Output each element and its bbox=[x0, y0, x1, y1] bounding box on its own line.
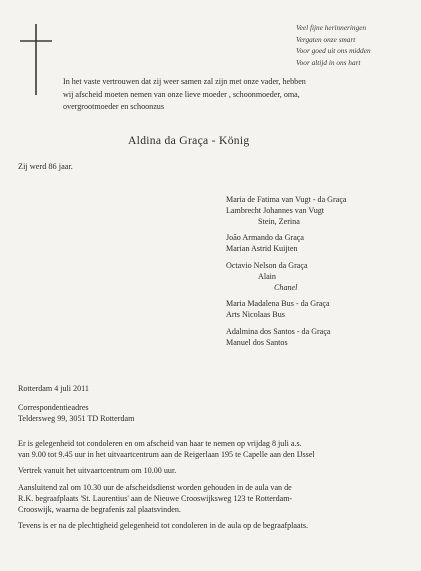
place-and-address bbox=[18, 383, 268, 424]
poem bbox=[296, 22, 416, 68]
family-member: João Armando da Graça bbox=[226, 233, 304, 243]
family-member: Octavio Nelson da Graça bbox=[226, 260, 308, 270]
note-line: Er is gelegenheid tot condoleren en om afscheid van haar te nemen op vrijdag 8 juli a.s. bbox=[18, 439, 302, 448]
family-member: Maria Madalena Bus - da Graça bbox=[226, 299, 330, 309]
deceased-name: Aldina da Graça - König bbox=[128, 134, 250, 147]
family-member: Arts Nicolaas Bus bbox=[226, 310, 285, 320]
intro-line: wij afscheid moeten nemen van onze lieve moeder , schoonmoeder, oma, bbox=[63, 89, 300, 99]
note-paragraph bbox=[18, 438, 418, 460]
cross-icon bbox=[18, 22, 54, 96]
family-member: Adalmina dos Santos - da Graça bbox=[226, 326, 331, 336]
note-line: R.K. begraafplaats 'St. Laurentius' aan de Nieuwe Crooswijksweg 123 te Rotterdam- bbox=[18, 493, 293, 503]
poem-line: Veel fijne herinneringen bbox=[296, 23, 367, 32]
intro-line: In het vaste vertrouwen dat zij weer samen zal zijn met onze vader, hebben bbox=[63, 77, 306, 86]
great-grandchildren: Chanel bbox=[274, 282, 298, 292]
note-line: Tevens is er na de plechtigheid gelegenheid tot condoleren in de aula op de begraafplaats. bbox=[18, 521, 309, 531]
family-group bbox=[226, 261, 416, 293]
note-paragraph bbox=[18, 465, 418, 476]
family-group bbox=[226, 299, 416, 321]
note-line: Vertrek vanuit het uitvaartcentrum om 10.00 uur. bbox=[18, 466, 177, 476]
poem-line: Vergaten onze smart bbox=[296, 34, 356, 44]
note-paragraph bbox=[18, 482, 418, 516]
family-member: Marian Astrid Kuijten bbox=[226, 244, 298, 254]
ceremony-notes bbox=[18, 438, 418, 536]
note-line: van 9.00 tot 9.45 uur in het uitvaartcentrum aan de Reigerlaan 195 te Capelle aan den IJssel bbox=[18, 450, 315, 460]
family-list bbox=[226, 195, 416, 355]
note-paragraph bbox=[18, 520, 418, 531]
family-group bbox=[226, 195, 416, 227]
intro-text bbox=[63, 76, 393, 114]
family-member: Maria de Fatima van Vugt - da Graça bbox=[226, 195, 347, 204]
note-line: Aansluitend zal om 10.30 uur de afscheidsdienst worden gehouden in de aula van de bbox=[18, 482, 292, 492]
family-group bbox=[226, 233, 416, 255]
family-member: Lambrecht Johannes van Vugt bbox=[226, 205, 325, 215]
poem-line: Voor goed uit ons midden bbox=[296, 46, 371, 55]
family-group bbox=[226, 327, 416, 349]
address-heading: Correspondentieadres bbox=[18, 403, 89, 412]
address-street: Teldersweg 99, 3051 TD Rotterdam bbox=[18, 414, 135, 423]
age-line: Zij werd 86 jaar. bbox=[18, 162, 73, 171]
grandchildren: Stein, Zerina bbox=[258, 216, 300, 226]
place-date: Rotterdam 4 juli 2011 bbox=[18, 384, 89, 393]
note-line: Crooswijk, waarna de begrafenis zal plaatsvinden. bbox=[18, 505, 181, 515]
family-member: Manuel dos Santos bbox=[226, 337, 288, 347]
poem-line: Voor altijd in ons hart bbox=[296, 57, 361, 67]
grandchildren: Alain bbox=[258, 271, 276, 281]
intro-line: overgrootmoeder en schoonzus bbox=[63, 102, 164, 111]
